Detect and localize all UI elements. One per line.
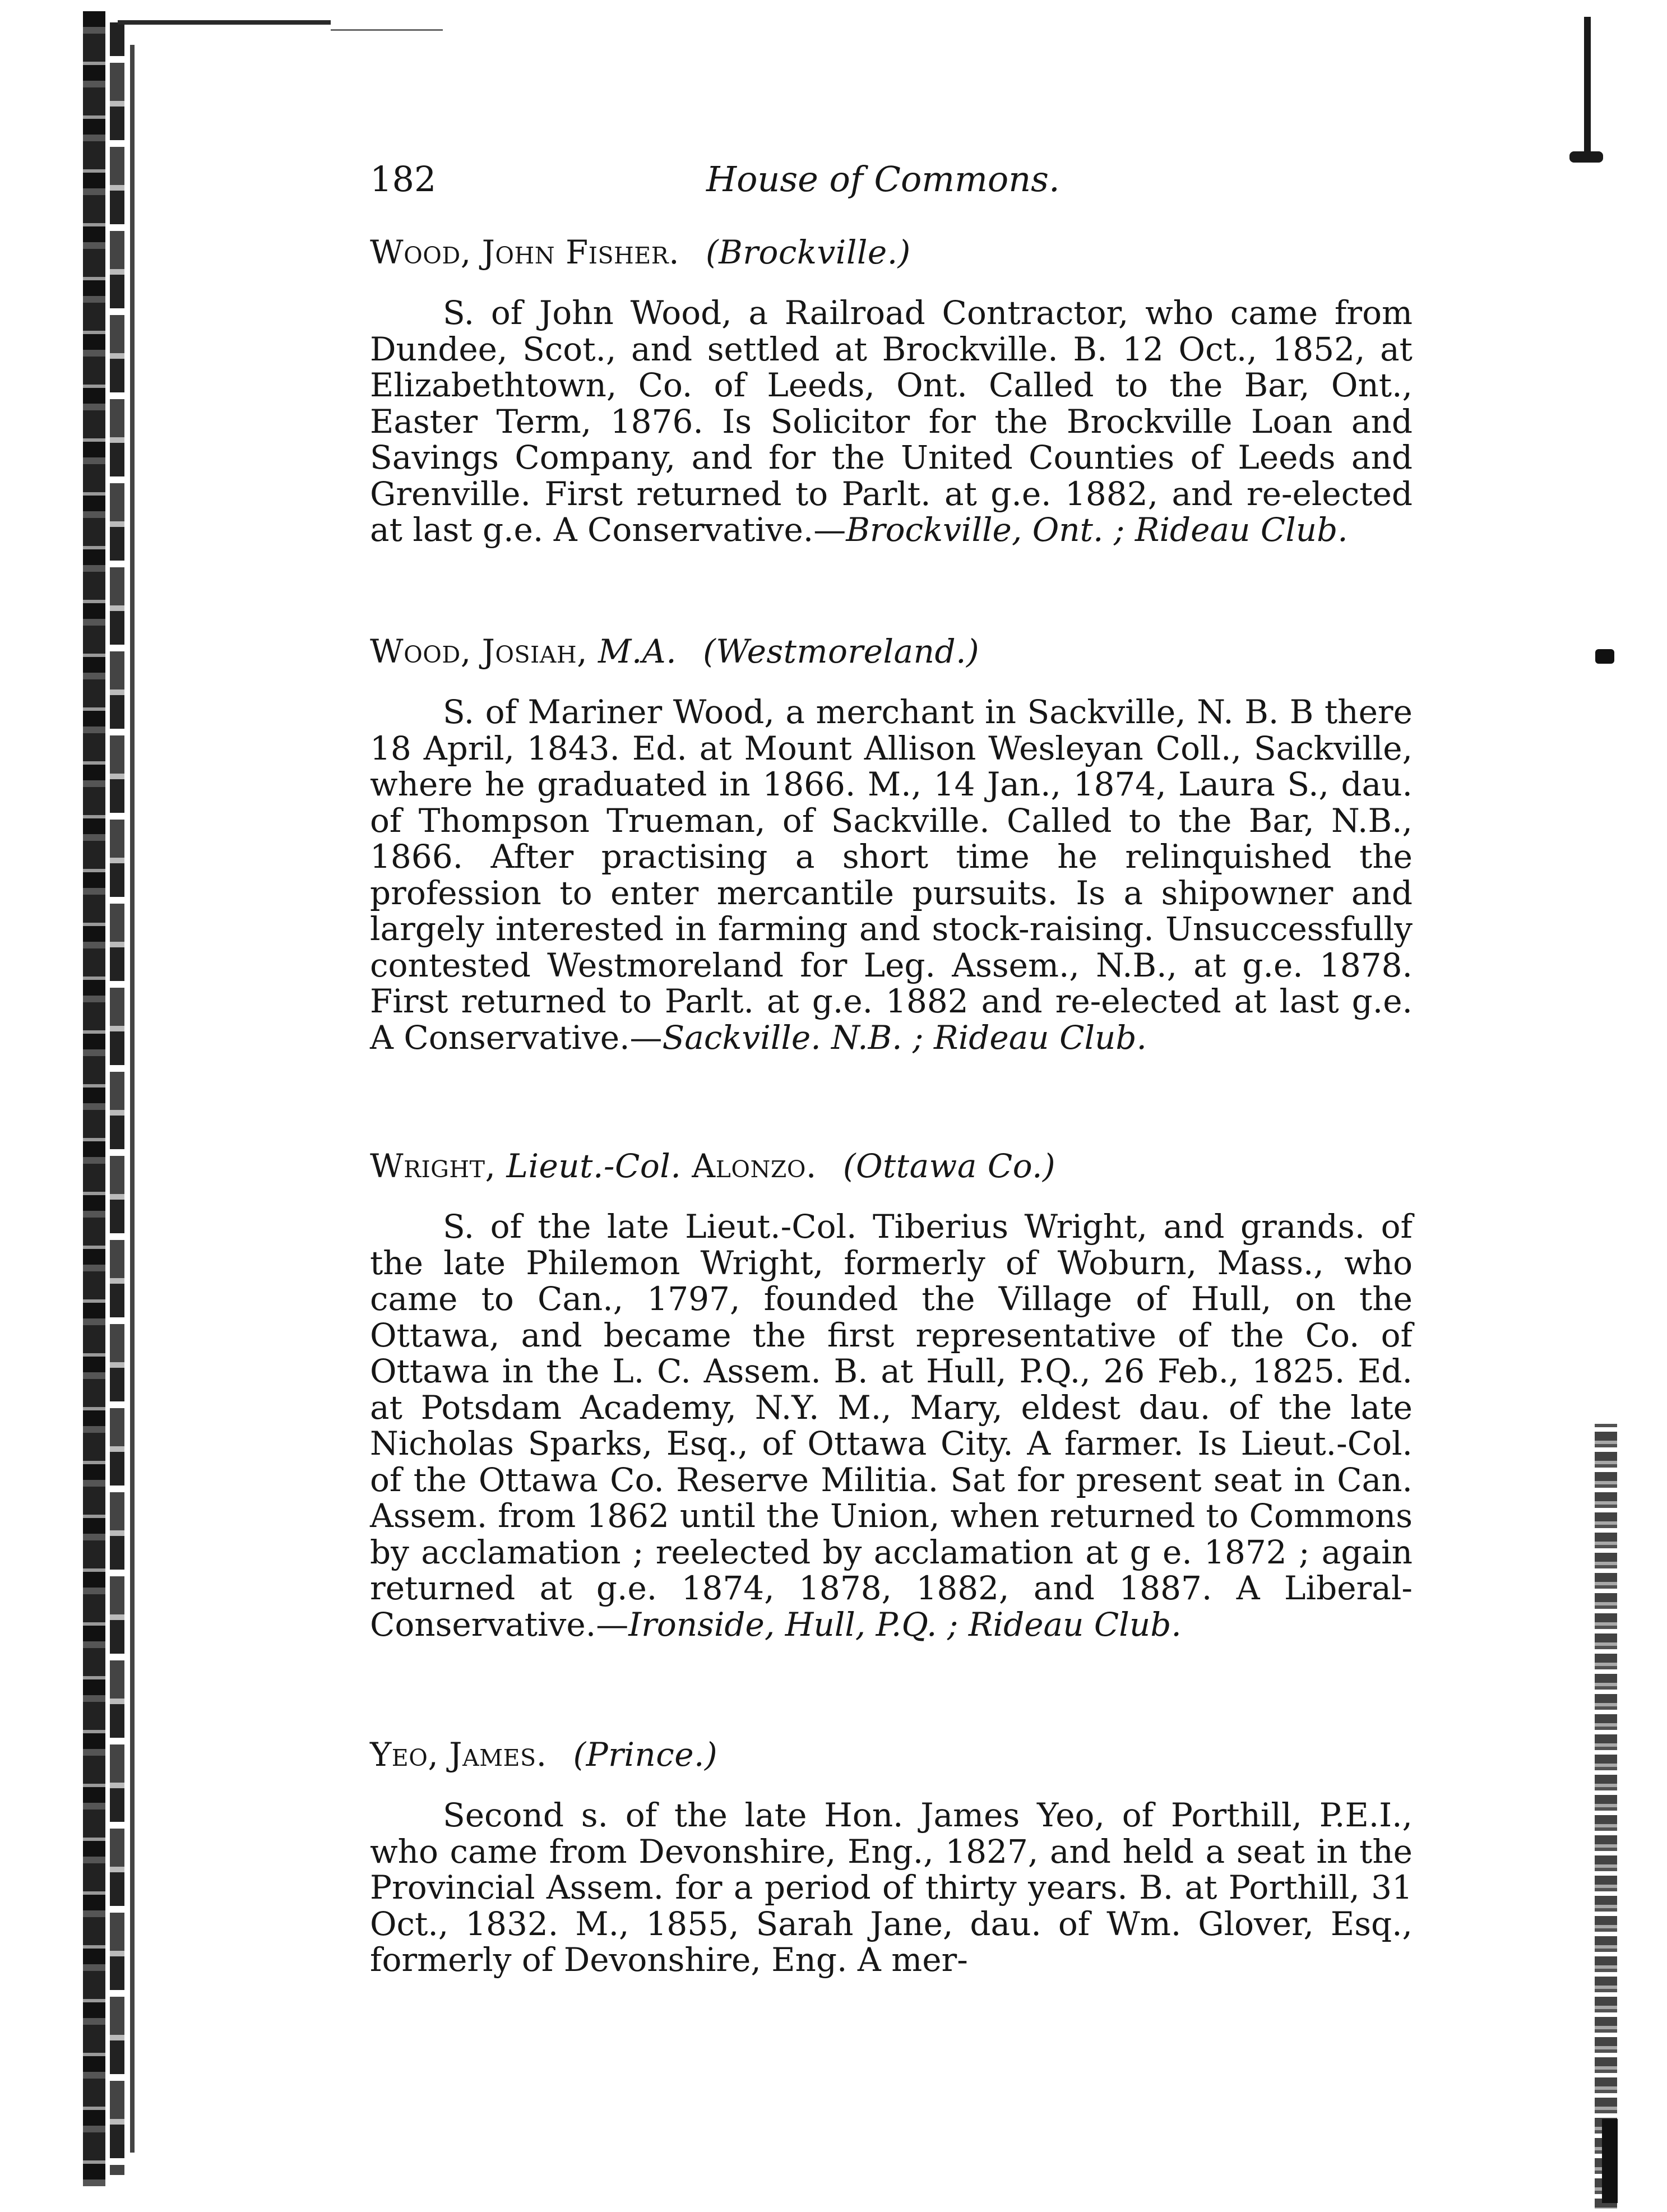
- entry-title: Lieut.-Col.: [506, 1147, 682, 1185]
- entry-constituency: (Westmoreland.): [703, 632, 980, 670]
- entry-address: Ironside, Hull, P.Q. ; Rideau Club.: [628, 1605, 1182, 1644]
- running-head: [370, 157, 1401, 202]
- entry-biography: S. of the late Lieut.-Col. Tiberius Wright, and grands. of the late Philemon Wright, formerly of Woburn, Mass., who came to Can., 1797, founded the Village of Hull, on the Ottawa, and became the first representative of the Co. of Ottawa in the L. C. Assem. B. at Hull, P.Q., 26 Feb., 1825. Ed. at Potsdam Academy, N.Y. M., Mary, eldest dau. of the late Nicholas Sparks, Esq., of Ottawa City. A farmer. Is Lieut.-Col. of the Ottawa Co. Reserve Militia. Sat for present seat in Can. Assem. from 1862 until the Union, when returned to Commons by acclamation ; reelected by acclamation at g e. 1872 ; again returned at g.e. 1874, 1878, 1882, and 1887. A Liberal-Conservative.—: [370, 1207, 1413, 1644]
- entry-given-names: Josiah,: [471, 632, 588, 670]
- entry-biography: Second s. of the late Hon. James Yeo, of Porthill, P.E.I., who came from Devonshire, Eng., 1827, and held a seat in the Provincial Assem. for a period of thirty years. B. at Porthill, 31 Oct., 1832. M., 1855, Sarah Jane, dau. of Wm. Glover, Esq., formerly of Devonshire, Eng. A mer-: [370, 1796, 1413, 1979]
- scan-edge-right-solid: [1602, 2119, 1618, 2203]
- scan-mark-top-thin: [331, 29, 443, 31]
- scan-mark-right-foot: [1569, 151, 1603, 163]
- entry-address: Brockville, Ont. ; Rideau Club.: [846, 511, 1348, 549]
- entry-surname: Wright,: [370, 1147, 496, 1185]
- scan-mark-right-bar: [1584, 17, 1591, 151]
- entry-given-names: Alonzo.: [681, 1147, 817, 1185]
- entry-heading: [370, 629, 1413, 674]
- entry-heading: [370, 1144, 1413, 1188]
- entry-wood-john-fisher: [370, 230, 1413, 581]
- binding-edge: [83, 11, 105, 2186]
- entry-biography: S. of Mariner Wood, a merchant in Sackville, N. B. B there 18 April, 1843. Ed. at Mount Allison Wesleyan Coll., Sackville, where he graduated in 1866. M., 14 Jan., 1874, Laura S., dau. of Thompson Trueman, of Sackville. Called to the Bar, N.B., 1866. After practising a short time he relinquished the profession to enter mercantile pursuits. Is a shipowner and largely interested in farming and stock-raising. Unsuccessfully contested Westmoreland for Leg. Assem., N.B., at g.e. 1878. First returned to Parlt. at g.e. 1882 and re-elected at last g.e. A Conservative.—: [370, 693, 1413, 1057]
- entry-surname: Wood,: [370, 632, 471, 670]
- scan-mark-right-dot: [1595, 649, 1614, 664]
- binding-edge-inner: [110, 22, 124, 2175]
- binding-line: [130, 45, 135, 2153]
- entry-body: [370, 1209, 1413, 1642]
- page-number: 182: [370, 159, 437, 200]
- entry-given-names: John Fisher.: [471, 233, 680, 271]
- entry-constituency: (Ottawa Co.): [842, 1147, 1056, 1185]
- entry-heading: [370, 230, 1413, 275]
- entry-body: [370, 1797, 1413, 1978]
- entry-body: [370, 694, 1413, 1056]
- running-title: House of Commons.: [706, 159, 1060, 200]
- entry-heading: [370, 1732, 1413, 1777]
- entry-yeo-james: [370, 1732, 1413, 2011]
- entry-constituency: (Prince.): [573, 1736, 718, 1774]
- entry-biography: S. of John Wood, a Railroad Contractor, who came from Dundee, Scot., and settled at Brockville. B. 12 Oct., 1852, at Elizabethtown, Co. of Leeds, Ont. Called to the Bar, Ont., Easter Term, 1876. Is Solicitor for the Brockville Loan and Savings Company, and for the United Counties of Leeds and Grenville. First returned to Parlt. at g.e. 1882, and re-elected at last g.e. A Conservative.—: [370, 294, 1413, 549]
- entry-surname: Yeo,: [370, 1736, 439, 1774]
- entry-title: M.A.: [598, 632, 677, 670]
- scan-edge-right: [1595, 1424, 1617, 2209]
- entry-surname: Wood,: [370, 233, 471, 271]
- entry-wright-alonzo: [370, 1144, 1413, 1675]
- entry-constituency: (Brockville.): [705, 233, 911, 271]
- entry-address: Sackville. N.B. ; Rideau Club.: [662, 1018, 1147, 1057]
- entry-wood-josiah: [370, 629, 1413, 1088]
- entry-given-names: James.: [438, 1736, 547, 1774]
- scan-mark-top: [118, 20, 331, 25]
- entry-body: [370, 295, 1413, 548]
